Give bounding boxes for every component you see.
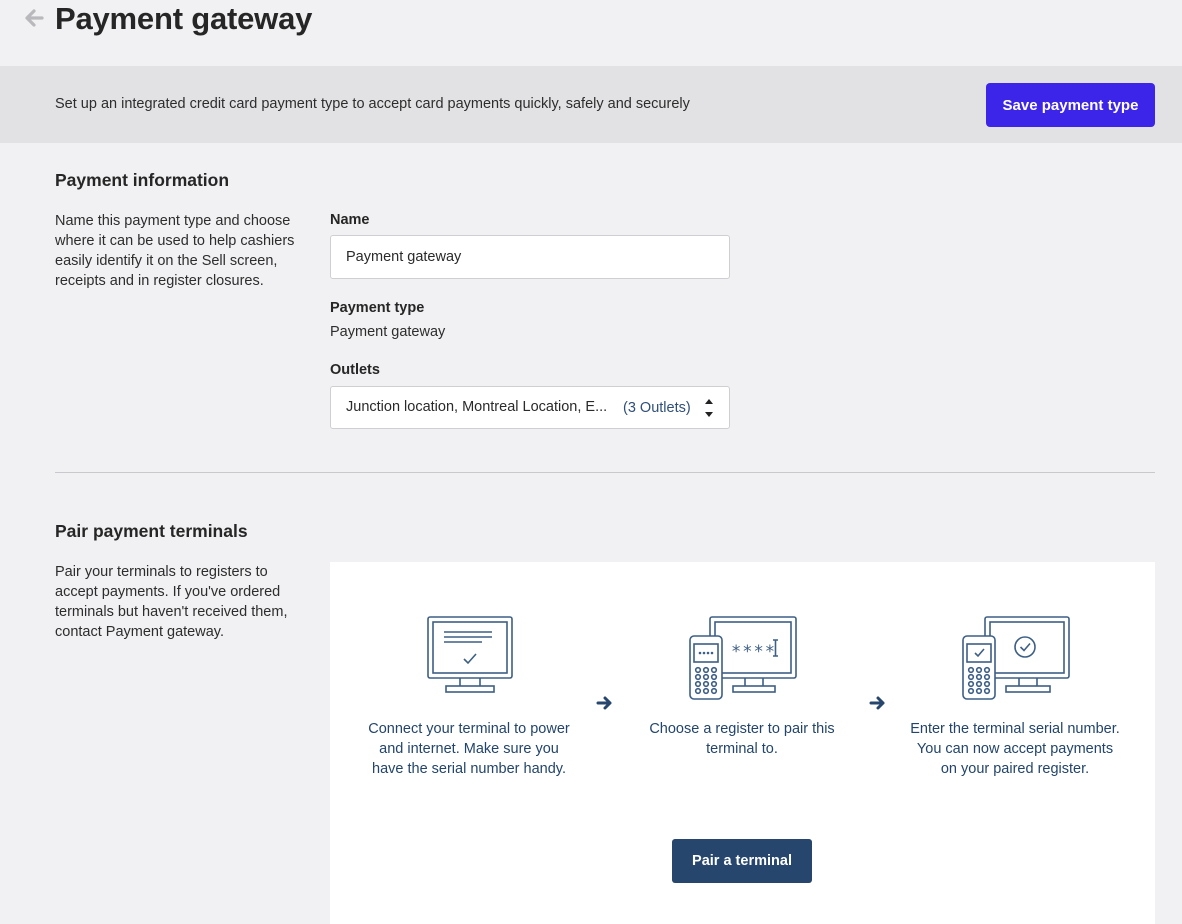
payment-type-value: Payment gateway <box>330 324 446 340</box>
sort-arrows-icon <box>703 396 715 420</box>
pair-terminals-description: Pair your terminals to registers to accept payments. If you've ordered terminals but haven't received them, contact Payment gateway. <box>55 564 288 640</box>
name-label: Name <box>330 212 370 228</box>
payment-type-label: Payment type <box>330 300 425 316</box>
payment-information-description: Name this payment type and choose where it can be used to help cashiers easily identify it on the Sell screen, receipts and in register closures. <box>55 213 295 289</box>
payment-information-title: Payment information <box>55 170 230 190</box>
banner-text: Set up an integrated credit card payment type to accept card payments quickly, safely and securely <box>55 96 690 112</box>
outlets-select[interactable] <box>330 386 730 429</box>
pair-terminals-title: Pair payment terminals <box>55 521 248 541</box>
password-mask-text: **** <box>731 642 776 662</box>
terminal-password-icon <box>688 616 798 700</box>
pair-terminal-button[interactable]: Pair a terminal <box>672 839 812 883</box>
arrow-right-icon <box>596 694 614 712</box>
outlets-count: (3 Outlets) <box>623 400 691 416</box>
save-payment-type-button[interactable]: Save payment type <box>986 83 1155 127</box>
arrow-left-icon[interactable] <box>22 6 46 30</box>
section-divider <box>55 472 1155 473</box>
step-3-text: Enter the terminal serial number. You can now accept payments on your paired register. <box>910 721 1120 777</box>
terminal-paired-icon <box>961 616 1071 700</box>
page-header <box>0 0 1182 66</box>
info-banner <box>0 66 1182 143</box>
name-input[interactable] <box>330 235 730 279</box>
outlets-selected-value: Junction location, Montreal Location, E... <box>346 399 608 415</box>
page-title: Payment gateway <box>55 1 313 36</box>
outlets-label: Outlets <box>330 362 380 378</box>
step-2-text: Choose a register to pair this terminal to. <box>649 721 835 757</box>
step-1-text: Connect your terminal to power and internet. Make sure you have the serial number handy. <box>368 721 570 777</box>
monitor-check-icon <box>426 616 514 696</box>
arrow-right-icon <box>869 694 887 712</box>
pairing-steps-panel <box>330 562 1155 924</box>
